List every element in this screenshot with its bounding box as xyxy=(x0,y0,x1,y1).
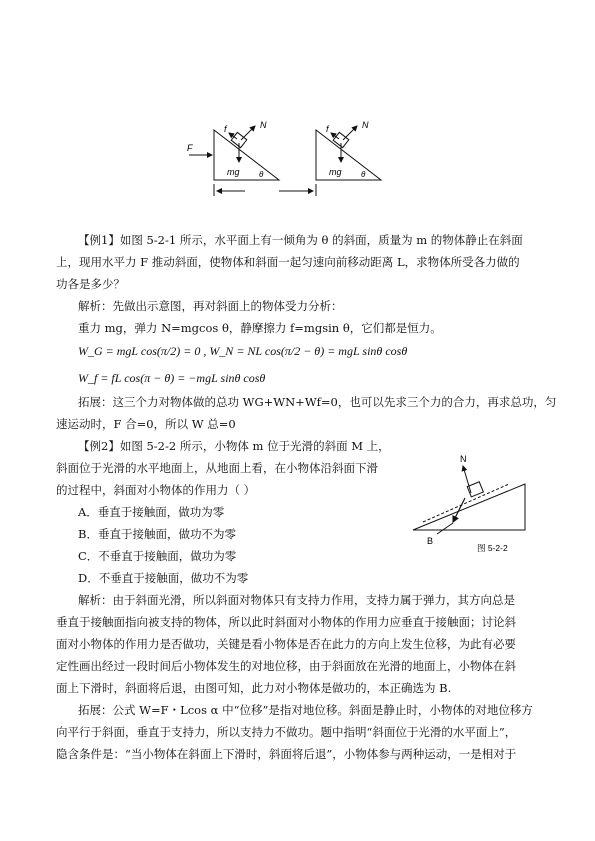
label-F: F xyxy=(187,143,193,153)
fig2-caption: 图 5-2-2 xyxy=(477,543,508,553)
option-c: C．不垂直于接触面，做功为零 xyxy=(78,549,237,563)
example1-line3: 功各是多少？ xyxy=(56,277,125,291)
equation-2: W_f = fL cos(π − θ) = −mgL sinθ cosθ xyxy=(78,371,266,385)
example2-extension-2: 向平行于斜面，垂直于支持力，所以支持力不做功。题中指明“斜面位于光滑的水平面上”， xyxy=(56,725,517,739)
example2-line3: 的过程中，斜面对小物体的作用力（ ） xyxy=(56,483,256,497)
label-N-right: N xyxy=(362,120,369,130)
example1-extension-1: 拓展：这三个力对物体做的总功 WG+WN+Wf=0，也可以先求三个力的合力，再求总功，匀 xyxy=(78,395,557,409)
example2-line2: 斜面位于光滑的水平地面上，从地面上看，在小物体沿斜面下滑 xyxy=(56,461,378,475)
example2-analysis-5: 面上下滑时，斜面将后退，由图可知，此力对小物体是做功的，本正确选为 B. xyxy=(56,681,452,695)
example2-analysis-3: 面对小物体的作用力是否做功，关键是看小物体是否在此力的方向上发生位移，为此有必要 xyxy=(56,637,516,651)
fig2-label-N: N xyxy=(460,454,467,464)
label-theta-left: θ xyxy=(259,170,264,179)
label-f-left: f xyxy=(224,124,227,134)
label-N-left: N xyxy=(260,120,267,130)
equation-1: W_G = mgL cos(π/2) = 0 , W_N = NL cos(π/2 − θ) = mgL sinθ cosθ xyxy=(78,344,408,358)
option-b: B．垂直于接触面，做功不为零 xyxy=(78,527,236,541)
figure-5-2-1 xyxy=(175,118,415,198)
example2-line1: 【例2】如图 5-2-2 所示，小物体 m 位于光滑的斜面 M 上， xyxy=(78,439,390,453)
label-theta-right: θ xyxy=(361,170,366,179)
example2-analysis-4: 定性画出经过一段时间后小物体发生的对地位移，由于斜面放在光滑的地面上，小物体在斜 xyxy=(56,659,516,673)
option-d: D．不垂直于接触面，做功不为零 xyxy=(78,571,249,585)
example2-extension-3: 隐含条件是：“当小物体在斜面上下滑时，斜面将后退”，小物体参与两种运动，一是相对于 xyxy=(56,747,517,761)
example1-extension-2: 速运动时，F 合=0，所以 W 总=0 xyxy=(56,417,236,431)
label-mg-left: mg xyxy=(227,167,240,177)
label-f-right: f xyxy=(326,124,329,134)
example1-line1: 【例1】如图 5-2-1 所示，水平面上有一倾角为 θ 的斜面，质量为 m 的物体静止在斜面 xyxy=(78,233,523,247)
fig2-label-B: B xyxy=(427,536,434,546)
example1-analysis: 解析：先做出示意图，再对斜面上的物体受力分析： xyxy=(78,299,343,313)
example1-line2: 上，现用水平力 F 推动斜面，使物体和斜面一起匀速向前移动距离 L，求物体所受各力做的 xyxy=(56,255,520,269)
option-a: A．垂直于接触面，做功为零 xyxy=(78,505,225,519)
example2-analysis-1: 解析：由于斜面光滑，所以斜面对物体只有支持力作用，支持力属于弹力，其方向总是 xyxy=(78,593,515,607)
example2-analysis-2: 垂直于接触面指向被支持的物体，所以此时斜面对小物体的作用力应垂直于接触面；讨论斜 xyxy=(56,615,516,629)
figure-5-2-2 xyxy=(405,448,545,556)
label-mg-right: mg xyxy=(329,167,342,177)
example1-forces: 重力 mg，弹力 N=mgcos θ，静摩擦力 f=mgsin θ，它们都是恒力。 xyxy=(78,321,442,335)
example2-extension-1: 拓展：公式 W=F・Lcos α 中“位移”是指对地位移。斜面是静止时，小物体的对地位移方 xyxy=(78,703,533,717)
